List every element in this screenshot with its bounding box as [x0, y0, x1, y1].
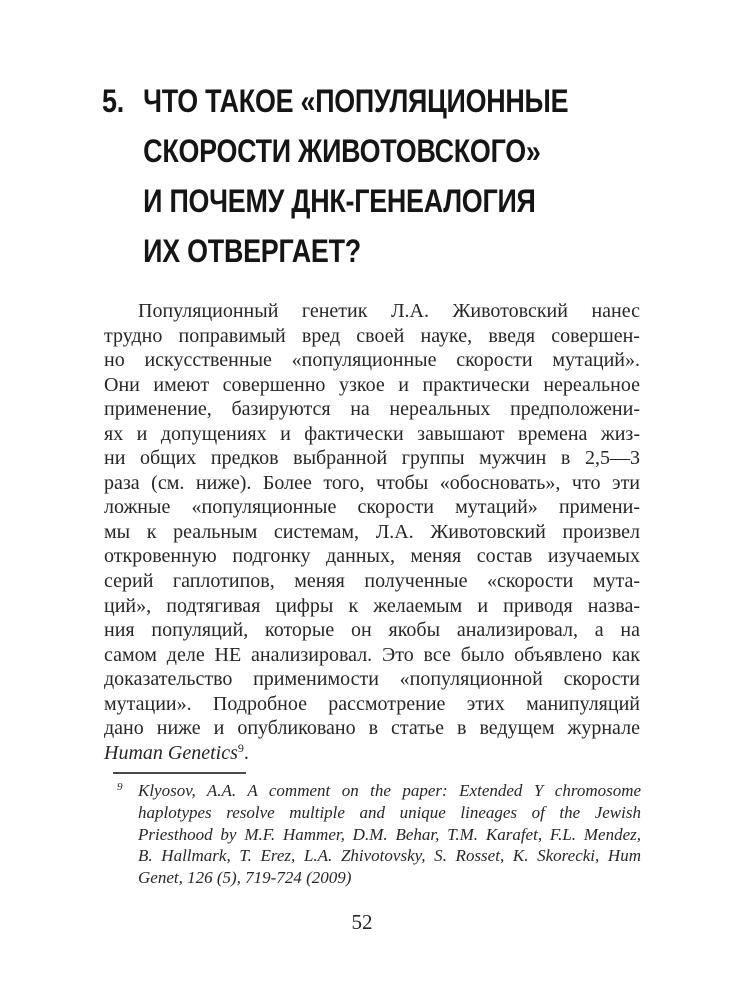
paragraph — [104, 299, 640, 765]
footnote-text — [138, 780, 641, 889]
text-line: Популяционный генетик Л.А. Животовский нанес — [138, 300, 641, 322]
chapter-heading — [102, 76, 568, 276]
text-line: И ПОЧЕМУ ДНК-ГЕНЕАЛОГИЯ — [143, 183, 536, 219]
text-line: но искусственные «популяционные скорости мутаций». — [104, 349, 640, 372]
text-line: доказательство применимости «популяционной скорости — [104, 668, 640, 691]
text-line: мутации». Подробное рассмотрение этих манипуляций — [104, 692, 640, 715]
text-line: Klyosov, A.A. A comment on the paper: Extended Y chromosome — [138, 781, 642, 800]
paragraph-last-line — [104, 741, 640, 766]
page-number: 52 — [351, 910, 373, 934]
text-line: раза (см. ниже). Более того, чтобы «обосновать», что эти — [104, 471, 641, 494]
chapter-number: 5. — [102, 83, 124, 119]
text-line: Priesthood by M.F. Hammer, D.M. Behar, T.M. Karafet, F.L. Mendez, — [138, 824, 641, 844]
text-line: трудно поправимый вред своей науке, введя совершен- — [104, 324, 640, 347]
text-line: дано ниже и опубликовано в статье в ведущем журнале — [104, 717, 640, 740]
text-line: ций», подтягивая цифры к желаемым и приводя назва- — [104, 594, 641, 617]
paragraph-lines — [104, 299, 640, 741]
journal-name: Human Genetics — [104, 741, 238, 764]
text-line: B. Hallmark, T. Erez, L.A. Zhivotovsky, S. Rosset, K. Skorecki, Hum — [138, 846, 641, 866]
text-line: Они имеют совершенно узкое и практически нереальное — [104, 373, 640, 396]
footnote — [104, 780, 641, 889]
footnote-separator — [113, 772, 246, 774]
text-line: СКОРОСТИ ЖИВОТОВСКОГО» — [143, 133, 541, 169]
chapter-title — [143, 76, 568, 276]
text-line: ЧТО ТАКОЕ «ПОПУЛЯЦИОННЫЕ — [143, 83, 569, 119]
text-line: самом деле НЕ анализировал. Это все было объявлено как — [104, 643, 640, 666]
footnote-reference: 9 — [237, 740, 244, 755]
sentence-period: . — [243, 741, 249, 764]
text-line: серий гаплотипов, меняя полученные «скорости мута- — [104, 570, 641, 593]
text-line: ни общих предков выбранной группы мужчин в 2,5—3 — [104, 447, 640, 470]
text-line: ложные «популяционные скорости мутаций» примени- — [104, 496, 640, 519]
text-line: haplotypes resolve multiple and unique lineages of the Jewish — [138, 802, 641, 822]
text-line: применение, базируются на нереальных предположени- — [104, 398, 640, 421]
footnote-marker: 9 — [117, 781, 123, 793]
text-line: откровенную подгонку данных, меняя состав изучаемых — [104, 545, 640, 568]
text-line: ях и допущениях и фактически завышают времена жиз- — [104, 422, 640, 445]
text-line: мы к реальным системам, Л.А. Животовский произвел — [104, 520, 640, 543]
text-line: Genet, 126 (5), 719-724 (2009) — [138, 868, 352, 888]
text-line: ИХ ОТВЕРГАЕТ? — [143, 233, 361, 269]
text-line: ния популяций, которые он якобы анализировал, а на — [104, 619, 640, 642]
